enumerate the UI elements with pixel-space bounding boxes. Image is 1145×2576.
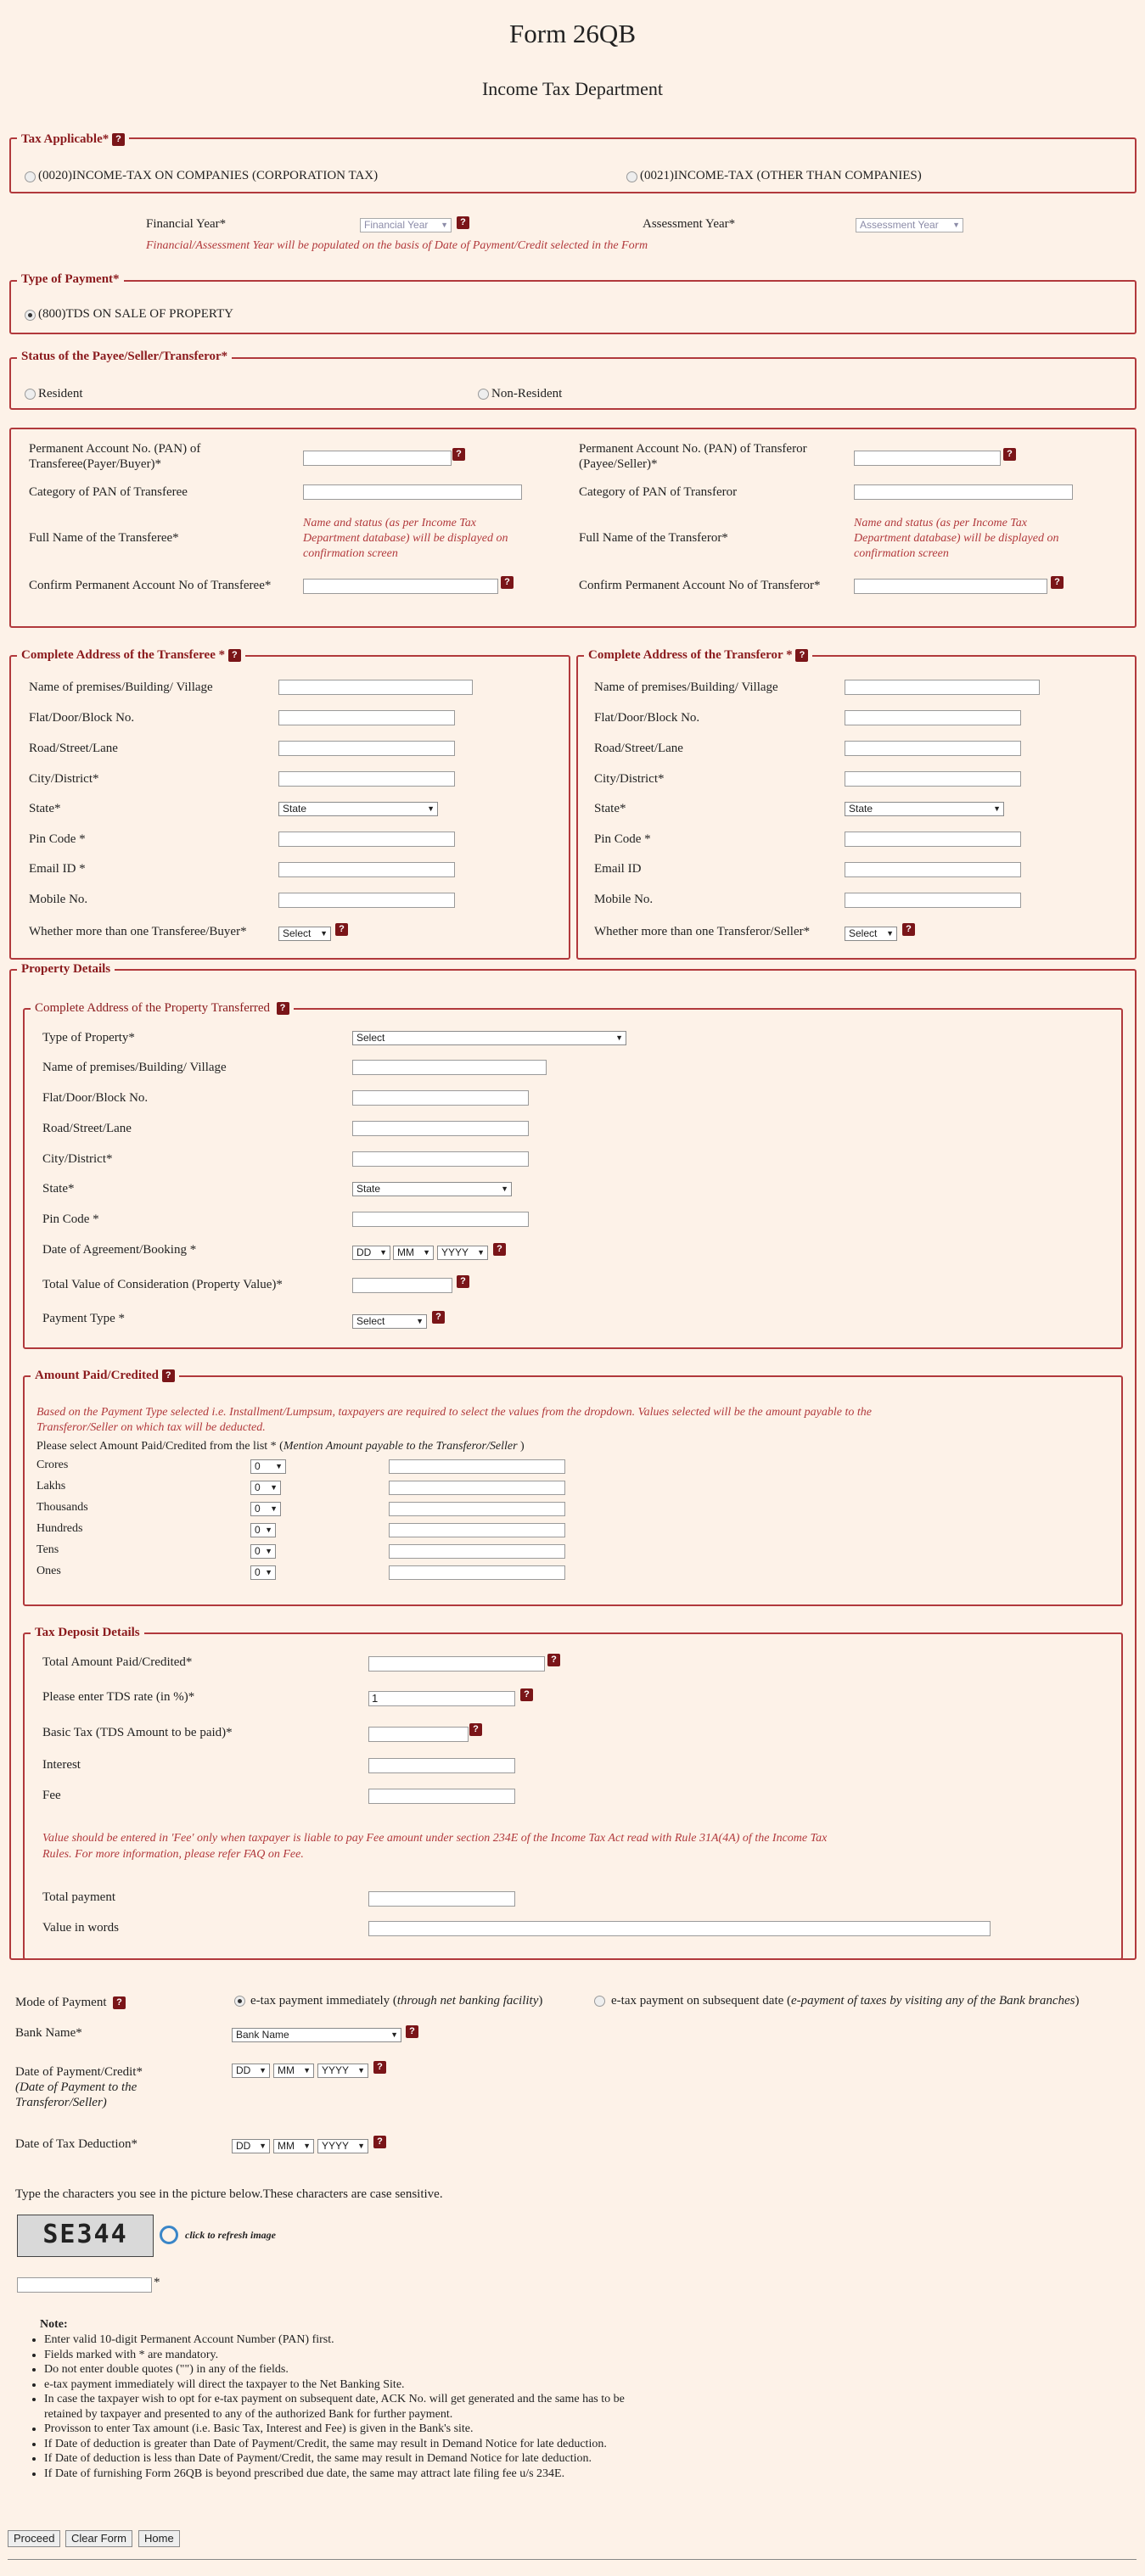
help-icon[interactable]: ?: [520, 1688, 533, 1701]
deduction-day-select[interactable]: DD ▼: [232, 2139, 270, 2153]
thousands-input: [389, 1502, 565, 1516]
property-pin-label: Pin Code *: [42, 1212, 99, 1226]
hundreds-input: [389, 1523, 565, 1537]
transferor-confirm-input[interactable]: [854, 579, 1047, 594]
pay-later-italic: e-payment of taxes by visiting any of the Bank branches: [791, 1994, 1075, 2008]
bank-name-label: Bank Name*: [15, 2026, 82, 2040]
transferee-city-input[interactable]: [278, 771, 455, 787]
crores-input: [389, 1459, 565, 1474]
tds-rate-input[interactable]: 1: [368, 1691, 515, 1706]
payment-date-sub2: Transferor/Seller): [15, 2096, 107, 2109]
page-subtitle: Income Tax Department: [481, 78, 664, 99]
pay-immediately-text: e-tax payment immediately (: [250, 1994, 397, 2008]
ones-select[interactable]: 0 ▼: [250, 1565, 276, 1580]
pay-later-label: [611, 1994, 1080, 2008]
help-icon[interactable]: ?: [902, 923, 915, 936]
tens-select[interactable]: 0 ▼: [250, 1544, 276, 1559]
agreement-month-select[interactable]: MM ▼: [393, 1246, 434, 1260]
property-flat-label: Flat/Door/Block No.: [42, 1091, 149, 1105]
thousands-value: 0: [255, 1503, 261, 1515]
clear-form-button[interactable]: Clear Form: [65, 2530, 132, 2547]
fee-note-line2: Rules. For more information, please refer FAQ on Fee.: [42, 1848, 304, 1861]
hundreds-label: Hundreds: [36, 1522, 83, 1535]
agreement-day-value: DD: [356, 1246, 372, 1258]
captcha-image: SE344: [17, 2215, 154, 2257]
non-resident-label: Non-Resident: [491, 387, 563, 400]
ones-label: Ones: [36, 1565, 61, 1577]
transferee-name-label: Full Name of the Transferee*: [29, 531, 179, 545]
transferee-name-note-line2: Department database) will be displayed on: [303, 532, 508, 545]
radio-tds-sale-property[interactable]: [25, 310, 36, 321]
transferee-email-input[interactable]: [278, 862, 455, 877]
home-button[interactable]: Home: [138, 2530, 180, 2547]
pay-later-end: ): [1075, 1994, 1080, 2008]
agreement-year-select[interactable]: YYYY ▼: [437, 1246, 488, 1260]
tens-input: [389, 1544, 565, 1559]
amount-note: [36, 1405, 872, 1436]
transferor-pan-label-line2: (Payee/Seller)*: [579, 457, 658, 471]
list-item: • Provisson to enter Tax amount (i.e. Basic Tax, Interest and Fee) is given in the Bank's site.: [44, 2422, 648, 2437]
pay-immediately-label: [250, 1994, 542, 2008]
transferee-confirm-label: Confirm Permanent Account No of Transferee*: [29, 579, 272, 592]
transferor-state-label: State*: [594, 802, 626, 815]
property-value-label: Total Value of Consideration (Property Value)*: [42, 1278, 283, 1291]
radio-pay-later[interactable]: [594, 1996, 605, 2007]
financial-year-value: Financial Year: [364, 219, 429, 231]
transferee-multiple-label: Whether more than one Transferee/Buyer*: [29, 925, 247, 938]
transferor-multiple-label: Whether more than one Transferor/Seller*: [594, 925, 811, 938]
transferee-premises-input[interactable]: [278, 680, 473, 695]
deduction-month-select[interactable]: MM ▼: [273, 2139, 314, 2153]
payment-day-value: DD: [236, 2064, 251, 2076]
transferor-confirm-label: Confirm Permanent Account No of Transferor*: [579, 579, 821, 592]
pay-immediately-end: ): [538, 1994, 543, 2008]
help-icon[interactable]: ?: [277, 1002, 289, 1015]
thousands-label: Thousands: [36, 1501, 88, 1514]
refresh-captcha-link[interactable]: click to refresh image: [185, 2229, 276, 2241]
mode-of-payment-label: [15, 1996, 126, 2010]
property-type-label: Type of Property*: [42, 1031, 135, 1044]
help-icon[interactable]: ?: [493, 1243, 506, 1256]
tds-sale-property-label: (800)TDS ON SALE OF PROPERTY: [38, 307, 233, 321]
basic-tax-input: [368, 1727, 469, 1742]
lakhs-input: [389, 1481, 565, 1495]
deduction-day-value: DD: [236, 2140, 251, 2152]
amount-instruction-end: ): [517, 1440, 525, 1453]
transferee-address-legend: [17, 648, 245, 663]
transferee-name-note-line1: Name and status (as per Income Tax: [303, 517, 477, 529]
transferee-name-note: [303, 516, 508, 562]
list-item: • If Date of deduction is greater than Date of Payment/Credit, the same may result in Demand Notice for late deduction.: [44, 2437, 648, 2452]
transferor-mobile-label: Mobile No.: [594, 893, 654, 906]
radio-corporation-tax[interactable]: [25, 171, 36, 182]
radio-pay-immediately[interactable]: [234, 1996, 245, 2007]
transferee-email-label: Email ID *: [29, 862, 86, 876]
property-premises-label: Name of premises/Building/ Village: [42, 1061, 227, 1074]
help-icon[interactable]: ?: [1051, 576, 1064, 589]
transferee-pin-label: Pin Code *: [29, 832, 86, 846]
list-item: • Fields marked with * are mandatory.: [44, 2348, 648, 2363]
transferor-city-label: City/District*: [594, 772, 665, 786]
payment-date-label: [15, 2064, 143, 2110]
transferee-flat-input[interactable]: [278, 710, 455, 725]
radio-non-resident[interactable]: [478, 389, 489, 400]
transferor-premises-label: Name of premises/Building/ Village: [594, 680, 778, 694]
total-payment-input: [368, 1891, 515, 1907]
help-icon[interactable]: ?: [112, 133, 125, 146]
deduction-year-select[interactable]: YYYY ▼: [317, 2139, 368, 2153]
amount-note-line2: Transferor/Seller on which tax will be deducted.: [36, 1421, 266, 1434]
bank-name-value: Bank Name: [236, 2029, 289, 2041]
captcha-instruction: Type the characters you see in the picture below.These characters are case sensitive.: [15, 2187, 443, 2201]
payment-month-select[interactable]: MM ▼: [273, 2064, 314, 2078]
property-city-input[interactable]: [352, 1151, 529, 1167]
basic-tax-label: Basic Tax (TDS Amount to be paid)*: [42, 1726, 233, 1739]
list-item: • e-tax payment immediately will direct the taxpayer to the Net Banking Site.: [44, 2377, 648, 2393]
help-icon[interactable]: ?: [795, 649, 808, 662]
crores-value: 0: [255, 1460, 261, 1472]
transferee-state-value: State: [283, 803, 307, 815]
lakhs-value: 0: [255, 1481, 261, 1493]
property-road-label: Road/Street/Lane: [42, 1122, 132, 1135]
transferor-pin-input[interactable]: [845, 832, 1021, 847]
proceed-button[interactable]: Proceed: [8, 2530, 60, 2547]
page-title: Form 26QB: [509, 19, 636, 48]
amount-note-line1: Based on the Payment Type selected i.e. Installment/Lumpsum, taxpayers are required to select the values from the dropdown. Values selected will be the amount payable to the: [36, 1406, 872, 1419]
list-item: • If Date of deduction is less than Date of Payment/Credit, the same may result in Demand Notice for late deduction.: [44, 2451, 648, 2467]
transferee-pan-input[interactable]: [303, 451, 452, 466]
property-road-input[interactable]: [352, 1121, 529, 1136]
transferee-pan-label: [29, 441, 200, 472]
transferee-city-label: City/District*: [29, 772, 99, 786]
transferee-category-input: [303, 484, 522, 500]
tens-label: Tens: [36, 1543, 59, 1556]
transferee-pan-label-line2: Transferee(Payer/Buyer)*: [29, 457, 162, 471]
payment-month-value: MM: [278, 2064, 295, 2076]
payment-date-sub1: (Date of Payment to the: [15, 2080, 138, 2094]
fee-input: [368, 1789, 515, 1804]
crores-label: Crores: [36, 1459, 69, 1471]
value-words-label: Value in words: [42, 1921, 119, 1935]
transferor-name-note: [854, 516, 1058, 562]
transferee-road-input[interactable]: [278, 741, 455, 756]
total-payment-label: Total payment: [42, 1890, 116, 1904]
payment-type-label: Payment Type *: [42, 1312, 125, 1325]
fee-note-line1: Value should be entered in 'Fee' only when taxpayer is liable to pay Fee amount under section 234E of the Income Tax Act read with Rule 31A(4A) of the Income Tax: [42, 1832, 828, 1845]
list-item: • Enter valid 10-digit Permanent Account Number (PAN) first.: [44, 2332, 648, 2348]
property-state-value: State: [356, 1183, 381, 1195]
tax-applicable-title: Tax Applicable*: [21, 132, 109, 146]
tax-deposit-section: [23, 1632, 1123, 1960]
notes-list-container: [29, 2332, 648, 2481]
property-pin-input[interactable]: [352, 1212, 529, 1227]
transferee-premises-label: Name of premises/Building/ Village: [29, 680, 213, 694]
agreement-day-select[interactable]: DD ▼: [352, 1246, 390, 1260]
radio-resident[interactable]: [25, 389, 36, 400]
ones-input: [389, 1565, 565, 1580]
transferor-address-title: Complete Address of the Transferor *: [588, 648, 793, 662]
transferee-name-note-line3: confirmation screen: [303, 547, 398, 560]
amount-paid-title: Amount Paid/Credited: [35, 1369, 159, 1382]
property-value-input[interactable]: [352, 1278, 452, 1293]
help-icon[interactable]: ?: [373, 2061, 386, 2074]
help-icon[interactable]: ?: [228, 649, 241, 662]
transferor-road-input[interactable]: [845, 741, 1021, 756]
status-legend: Status of the Payee/Seller/Transferor*: [17, 350, 232, 364]
transferee-confirm-input[interactable]: [303, 579, 498, 594]
total-amount-label: Total Amount Paid/Credited*: [42, 1655, 193, 1669]
deduction-month-value: MM: [278, 2140, 295, 2152]
deduction-year-value: YYYY: [322, 2140, 350, 2152]
notes-heading: Note:: [40, 2318, 68, 2331]
property-address-title: Complete Address of the Property Transferred: [35, 1001, 271, 1015]
bottom-divider: [8, 2559, 1137, 2560]
help-icon[interactable]: ?: [432, 1311, 445, 1324]
lakhs-label: Lakhs: [36, 1480, 66, 1492]
type-of-payment-legend: Type of Payment*: [17, 272, 124, 287]
transferee-mobile-label: Mobile No.: [29, 893, 88, 906]
crores-select[interactable]: 0 ▼: [250, 1459, 286, 1474]
transferee-mobile-input[interactable]: [278, 893, 455, 908]
amount-instruction: [36, 1440, 525, 1453]
transferor-flat-label: Flat/Door/Block No.: [594, 711, 700, 725]
bank-name-select[interactable]: Bank Name ▼: [232, 2028, 401, 2042]
deduction-date-label: Date of Tax Deduction*: [15, 2137, 138, 2151]
assessment-year-select[interactable]: Assessment Year ▼: [856, 218, 963, 232]
list-item: • If Date of furnishing Form 26QB is beyond prescribed due date, the same may attract late filing fee u/s 234E.: [44, 2467, 648, 2482]
transferor-premises-input[interactable]: [845, 680, 1040, 695]
property-type-value: Select: [356, 1032, 385, 1044]
help-icon[interactable]: ?: [162, 1369, 175, 1382]
financial-year-select[interactable]: Financial Year ▼: [360, 218, 452, 232]
interest-input: [368, 1758, 515, 1773]
property-city-label: City/District*: [42, 1152, 113, 1166]
transferor-name-note-line3: confirmation screen: [854, 547, 949, 560]
payment-year-value: YYYY: [322, 2064, 350, 2076]
amount-paid-legend: [31, 1369, 179, 1383]
tax-applicable-section: [9, 137, 1137, 193]
payment-year-select[interactable]: YYYY ▼: [317, 2064, 368, 2078]
payment-type-value: Select: [356, 1315, 385, 1327]
transferee-flat-label: Flat/Door/Block No.: [29, 711, 135, 725]
transferee-pin-input[interactable]: [278, 832, 455, 847]
payment-day-select[interactable]: DD ▼: [232, 2064, 270, 2078]
help-icon[interactable]: ?: [501, 576, 514, 589]
transferor-pin-label: Pin Code *: [594, 832, 651, 846]
transferee-multiple-value: Select: [283, 927, 312, 939]
thousands-select[interactable]: 0 ▼: [250, 1502, 281, 1516]
transferee-road-label: Road/Street/Lane: [29, 742, 118, 755]
assessment-year-label: Assessment Year*: [643, 217, 736, 231]
transferor-pan-label: [579, 441, 807, 472]
transferor-city-input[interactable]: [845, 771, 1021, 787]
transferor-state-select[interactable]: State ▼: [845, 802, 1004, 816]
property-type-select[interactable]: Select ▼: [352, 1031, 626, 1045]
transferor-road-label: Road/Street/Lane: [594, 742, 683, 755]
fee-label: Fee: [42, 1789, 61, 1802]
corporation-tax-label: (0020)INCOME-TAX ON COMPANIES (CORPORATION TAX): [38, 169, 379, 182]
transferee-category-label: Category of PAN of Transferee: [29, 485, 188, 499]
transferor-state-value: State: [849, 803, 873, 815]
help-icon[interactable]: ?: [457, 1275, 469, 1288]
transferor-category-label: Category of PAN of Transferor: [579, 485, 738, 499]
transferee-multiple-select[interactable]: Select ▼: [278, 927, 331, 941]
payment-type-select[interactable]: Select ▼: [352, 1314, 427, 1329]
help-icon[interactable]: ?: [469, 1723, 482, 1736]
transferor-email-input[interactable]: [845, 862, 1021, 877]
agreement-date-label: Date of Agreement/Booking *: [42, 1243, 197, 1257]
radio-other-than-companies[interactable]: [626, 171, 637, 182]
transferor-multiple-value: Select: [849, 927, 878, 939]
captcha-input[interactable]: [17, 2277, 152, 2293]
help-icon[interactable]: ?: [373, 2136, 386, 2148]
agreement-year-value: YYYY: [441, 1246, 469, 1258]
hundreds-select[interactable]: 0 ▼: [250, 1523, 276, 1537]
help-icon[interactable]: ?: [457, 216, 469, 229]
hundreds-value: 0: [255, 1524, 261, 1536]
ones-value: 0: [255, 1566, 261, 1578]
transferee-state-select[interactable]: State ▼: [278, 802, 438, 816]
list-item: • In case the taxpayer wish to opt for e-tax payment on subsequent date, ACK No. will get generated and the same has to be retained by taxpayer and presented to any of the authorized Bank for further payment.: [44, 2392, 648, 2422]
amount-instruction-italic: Mention Amount payable to the Transferor/Seller: [283, 1440, 518, 1453]
transferor-flat-input[interactable]: [845, 710, 1021, 725]
transferor-pan-input[interactable]: [854, 451, 1001, 466]
transferee-state-label: State*: [29, 802, 61, 815]
help-icon[interactable]: ?: [335, 923, 348, 936]
transferor-name-note-line1: Name and status (as per Income Tax: [854, 517, 1028, 529]
financial-year-label: Financial Year*: [146, 217, 227, 231]
tax-deposit-legend: Tax Deposit Details: [31, 1626, 144, 1640]
status-section: [9, 357, 1137, 410]
transferor-multiple-select[interactable]: Select ▼: [845, 927, 897, 941]
transferee-pan-label-line1: Permanent Account No. (PAN) of: [29, 442, 201, 456]
transferor-category-input: [854, 484, 1073, 500]
property-address-legend: [31, 1001, 294, 1016]
property-state-select[interactable]: State ▼: [352, 1182, 512, 1196]
fee-note: [42, 1830, 827, 1862]
property-state-label: State*: [42, 1182, 75, 1196]
amount-instruction-text: Please select Amount Paid/Credited from the list * (: [36, 1440, 283, 1453]
refresh-icon[interactable]: [160, 2226, 178, 2244]
transferor-email-label: Email ID: [594, 862, 642, 876]
transferor-name-note-line2: Department database) will be displayed on: [854, 532, 1059, 545]
total-amount-input: [368, 1656, 545, 1672]
captcha-required-mark: *: [154, 2276, 160, 2289]
help-icon[interactable]: ?: [1003, 448, 1016, 461]
property-premises-input[interactable]: [352, 1060, 547, 1075]
transferor-pan-label-line1: Permanent Account No. (PAN) of Transferor: [579, 442, 807, 456]
transferee-address-title: Complete Address of the Transferee *: [21, 648, 226, 662]
help-icon[interactable]: ?: [547, 1654, 560, 1666]
interest-label: Interest: [42, 1758, 81, 1772]
value-words-input: [368, 1921, 991, 1936]
assessment-year-value: Assessment Year: [860, 219, 939, 231]
property-details-legend: Property Details: [17, 962, 115, 977]
tens-value: 0: [255, 1545, 261, 1557]
help-icon[interactable]: ?: [406, 2025, 418, 2038]
tax-applicable-legend: [17, 132, 129, 147]
list-item: • Do not enter double quotes ("") in any of the fields.: [44, 2362, 648, 2377]
mode-of-payment-text: Mode of Payment: [15, 1996, 107, 2009]
transferor-address-legend: [584, 648, 812, 663]
help-icon[interactable]: ?: [113, 1996, 126, 2009]
agreement-month-value: MM: [397, 1246, 414, 1258]
other-than-companies-label: (0021)INCOME-TAX (OTHER THAN COMPANIES): [640, 169, 922, 182]
transferor-mobile-input[interactable]: [845, 893, 1021, 908]
property-address-section: [23, 1008, 1123, 1349]
pay-later-text: e-tax payment on subsequent date (: [611, 1994, 792, 2008]
help-icon[interactable]: ?: [452, 448, 465, 461]
resident-label: Resident: [38, 387, 83, 400]
years-note: Financial/Assessment Year will be populated on the basis of Date of Payment/Credit selected in the Form: [146, 239, 648, 252]
transferor-name-label: Full Name of the Transferor*: [579, 531, 728, 545]
pay-immediately-italic: through net banking facility: [396, 1994, 539, 2008]
tds-rate-label: Please enter TDS rate (in %)*: [42, 1690, 195, 1704]
property-flat-input[interactable]: [352, 1090, 529, 1106]
notes-list: [29, 2332, 648, 2481]
payment-date-text: Date of Payment/Credit*: [15, 2065, 143, 2079]
lakhs-select[interactable]: 0 ▼: [250, 1481, 281, 1495]
